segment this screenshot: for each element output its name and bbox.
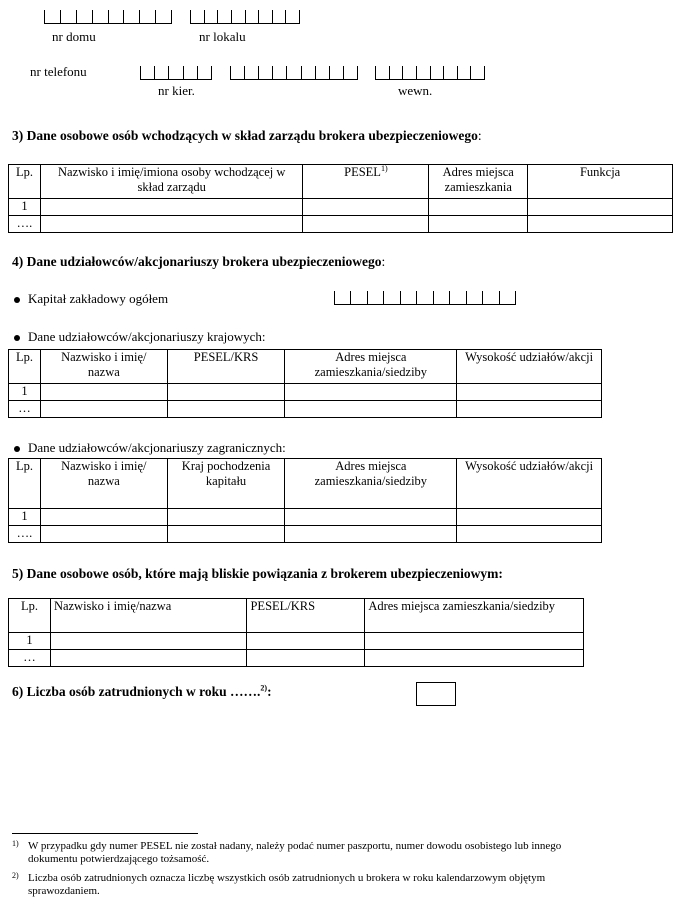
footnote-text: W przypadku gdy numer PESEL nie został nadany, należy podać numer paszportu, numer dowodu osobistego lub innego dokumentu potwierdzającego tożsamość.: [28, 840, 562, 865]
comb-tick: [92, 10, 93, 24]
comb-tick: [367, 291, 368, 305]
table-cell[interactable]: [247, 650, 365, 667]
section-4-heading: 4) Dane udziałowców/akcjonariuszy brokera ubezpieczeniowego:: [12, 254, 386, 269]
table-cell[interactable]: [365, 650, 584, 667]
comb-tick: [449, 291, 450, 305]
table-cell[interactable]: [40, 384, 167, 401]
comb-baseline: [334, 304, 516, 305]
nr-lokalu-label: nr lokalu: [199, 29, 246, 44]
comb-tick: [430, 66, 431, 80]
zagraniczni-bullet: Dane udziałowców/akcjonariuszy zagranicznych:: [14, 440, 286, 456]
comb-tick: [329, 66, 330, 80]
header-nazwisko: Nazwisko i imię/imiona osoby wchodzącej w skład zarządu: [40, 165, 303, 199]
comb-tick: [272, 66, 273, 80]
comb-tick: [230, 66, 231, 80]
comb-tick: [389, 66, 390, 80]
comb-tick: [457, 66, 458, 80]
table-cell[interactable]: [457, 509, 602, 526]
comb-tick: [60, 10, 61, 24]
header-funkcja: Funkcja: [528, 165, 673, 199]
bullet-icon: [14, 335, 20, 341]
comb-tick: [44, 10, 45, 24]
nr-domu-comb[interactable]: [44, 10, 172, 24]
section-3-heading: 3) Dane osobowe osób wchodzących w skład zarządu brokera ubezpieczeniowego:: [12, 128, 482, 143]
nr-lokalu-comb[interactable]: [190, 10, 300, 24]
header-adres: Adres miejsca zamieszkania: [429, 165, 528, 199]
table-cell[interactable]: [429, 216, 528, 233]
row-lp: 1: [9, 509, 41, 526]
comb-tick: [402, 66, 403, 80]
header-nazwisko: Nazwisko i imię/ nazwa: [40, 350, 167, 384]
row-lp: ….: [9, 216, 41, 233]
comb-tick: [334, 291, 335, 305]
table-cell[interactable]: [528, 216, 673, 233]
header-lp: Lp.: [9, 459, 41, 509]
powiazania-table: [8, 598, 584, 667]
table-cell[interactable]: [303, 199, 429, 216]
nr-kier-comb[interactable]: [140, 66, 212, 80]
comb-tick: [76, 10, 77, 24]
row-lp: …: [9, 401, 41, 418]
table-cell[interactable]: [457, 526, 602, 543]
footnote-1: [12, 840, 612, 866]
employees-count-box[interactable]: [416, 682, 456, 706]
header-lp: Lp.: [9, 599, 51, 633]
phone-number-comb[interactable]: [230, 66, 358, 80]
comb-tick: [433, 291, 434, 305]
comb-tick: [140, 66, 141, 80]
comb-tick: [217, 10, 218, 24]
section-5-heading: 5) Dane osobowe osób, które mają bliskie powiązania z brokerem ubezpieczeniowym:: [12, 566, 503, 581]
footnote-text: Liczba osób zatrudnionych oznacza liczbę wszystkich osób zatrudnionych u brokera w roku kalendarzowym objętym sprawozdaniem.: [28, 872, 546, 897]
footnote-mark: 1): [12, 839, 19, 848]
krajowi-table: [8, 349, 602, 418]
comb-tick: [204, 10, 205, 24]
footnote-2: [12, 872, 612, 898]
row-lp: 1: [9, 633, 51, 650]
zagraniczni-table: [8, 458, 602, 543]
bullet-icon: [14, 297, 20, 303]
comb-tick: [470, 66, 471, 80]
table-cell[interactable]: [167, 526, 285, 543]
comb-tick: [343, 66, 344, 80]
table-cell[interactable]: [528, 199, 673, 216]
header-nazwisko: Nazwisko i imię/nazwa: [50, 599, 247, 633]
table-cell[interactable]: [365, 633, 584, 650]
comb-tick: [171, 10, 172, 24]
footnote-mark: 2): [12, 871, 19, 880]
comb-tick: [245, 10, 246, 24]
comb-tick: [183, 66, 184, 80]
table-cell[interactable]: [40, 401, 167, 418]
comb-tick: [499, 291, 500, 305]
comb-tick: [301, 66, 302, 80]
table-cell[interactable]: [167, 384, 285, 401]
header-kraj: Kraj pochodzenia kapitału: [167, 459, 285, 509]
comb-tick: [258, 66, 259, 80]
table-cell[interactable]: [167, 401, 285, 418]
table-cell[interactable]: [457, 401, 602, 418]
table-cell[interactable]: [50, 650, 247, 667]
comb-tick: [244, 66, 245, 80]
header-nazwisko: Nazwisko i imię/ nazwa: [40, 459, 167, 509]
comb-tick: [350, 291, 351, 305]
comb-tick: [466, 291, 467, 305]
zarzad-table: [8, 164, 673, 233]
comb-tick: [168, 66, 169, 80]
comb-tick: [190, 10, 191, 24]
header-pesel-krs: PESEL/KRS: [167, 350, 285, 384]
kapital-comb[interactable]: [334, 291, 516, 305]
table-cell[interactable]: [40, 199, 303, 216]
header-wysokosc: Wysokość udziałów/akcji: [457, 350, 602, 384]
table-cell[interactable]: [303, 216, 429, 233]
comb-tick: [211, 66, 212, 80]
header-adres: Adres miejsca zamieszkania/siedziby: [365, 599, 584, 633]
comb-tick: [286, 66, 287, 80]
header-wysokosc: Wysokość udziałów/akcji: [457, 459, 602, 509]
bullet-icon: [14, 446, 20, 452]
comb-tick: [197, 66, 198, 80]
table-cell[interactable]: [429, 199, 528, 216]
comb-tick: [383, 291, 384, 305]
row-lp: 1: [9, 384, 41, 401]
comb-tick: [515, 291, 516, 305]
comb-tick: [375, 66, 376, 80]
nr-kier-label: nr kier.: [158, 83, 195, 98]
table-cell[interactable]: [457, 384, 602, 401]
comb-tick: [123, 10, 124, 24]
comb-tick: [155, 10, 156, 24]
table-cell[interactable]: [285, 401, 457, 418]
comb-tick: [357, 66, 358, 80]
comb-tick: [443, 66, 444, 80]
table-cell[interactable]: [167, 509, 285, 526]
krajowi-bullet: Dane udziałowców/akcjonariuszy krajowych:: [14, 329, 266, 345]
comb-tick: [315, 66, 316, 80]
table-cell[interactable]: [285, 384, 457, 401]
nr-domu-label: nr domu: [52, 29, 96, 44]
comb-tick: [272, 10, 273, 24]
header-pesel-krs: PESEL/KRS: [247, 599, 365, 633]
wewn-label: wewn.: [398, 83, 433, 98]
table-cell[interactable]: [40, 509, 167, 526]
header-pesel: PESEL$^{1)}$: [303, 165, 429, 199]
comb-tick: [484, 66, 485, 80]
comb-baseline: [140, 79, 212, 80]
comb-tick: [416, 66, 417, 80]
comb-tick: [139, 10, 140, 24]
table-cell[interactable]: [40, 526, 167, 543]
comb-baseline: [230, 79, 358, 80]
row-lp: 1: [9, 199, 41, 216]
header-adres: Adres miejsca zamieszkania/siedziby: [285, 459, 457, 509]
comb-tick: [154, 66, 155, 80]
table-cell[interactable]: [285, 526, 457, 543]
comb-tick: [258, 10, 259, 24]
header-adres: Adres miejsca zamieszkania/siedziby: [285, 350, 457, 384]
comb-tick: [416, 291, 417, 305]
comb-tick: [108, 10, 109, 24]
header-lp: Lp.: [9, 350, 41, 384]
kapital-bullet: Kapitał zakładowy ogółem: [14, 291, 168, 307]
header-lp: Lp.: [9, 165, 41, 199]
table-cell[interactable]: [50, 633, 247, 650]
row-lp: …: [9, 650, 51, 667]
comb-tick: [299, 10, 300, 24]
comb-tick: [285, 10, 286, 24]
table-cell[interactable]: [247, 633, 365, 650]
nr-telefonu-label: nr telefonu: [30, 64, 87, 79]
section-6-heading: 6) Liczba osób zatrudnionych w roku …….$^{2)}$:: [12, 683, 272, 699]
table-cell[interactable]: [40, 216, 303, 233]
comb-tick: [400, 291, 401, 305]
table-cell[interactable]: [285, 509, 457, 526]
comb-tick: [482, 291, 483, 305]
footnote-separator: [12, 833, 198, 834]
comb-tick: [231, 10, 232, 24]
wewn-comb[interactable]: [375, 66, 485, 80]
row-lp: ….: [9, 526, 41, 543]
